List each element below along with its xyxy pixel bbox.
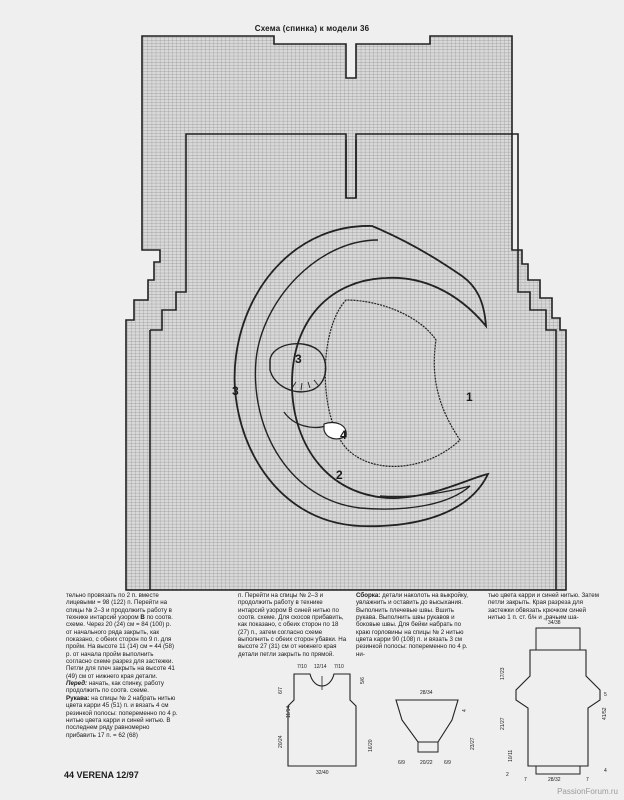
sleeve-schematic [396,700,458,742]
front-dim-left-b: 21/27 [500,717,506,730]
region-label-1: 1 [466,390,473,404]
body-dim-left-c: 11/14 [286,705,292,718]
front-text: начать, как спинку, работу продолжить по соотв. схеме. [66,680,165,695]
col4-text: тью цвета карри и синей нитью. Затем петли закрыть. Края разреза для застежки обвязать крючком синей нитью 1 п. ст. б/н и „рачьим ша- [488,592,599,622]
front-dim-bottom-left: 7 [524,777,527,783]
front-dim-left-d: 2 [506,772,509,778]
body-dim-left-b: 20/24 [278,735,284,748]
front-dim-right-b: 5 [604,692,607,698]
assembly-text: детали наколоть на выкройку, увлажнить и оставить до высыхания. Выполнить плечевые швы. Вшить рукава. Выполнить швы рукавов и боковые швы. Для бейки набрать по краю горловины на спицы № 2 нитью цвета карри 90 (108) п. и вязать 3 см резинкой полосы: попеременно по 4 р. ни- [356,592,468,658]
body-dim-top-left: 7/10 [297,664,307,670]
front-dim-left-a: 17/23 [500,667,506,680]
body-dim-top-right: 7/10 [334,664,344,670]
region-label-2: 2 [336,468,343,482]
sleeve-dim-right-b: 23/27 [470,737,476,750]
front-dim-right-c: 4 [604,768,607,774]
chart-title: Схема (спинка) к модели 36 [254,24,370,33]
col1-text-b: по соотв. схеме. Через 20 (24) см = 84 (100) р. от начального ряда закрыть, как показано, с обеих сторон по 9 п. для пройм. На высоте 11 (14) см = 44 (58) р. от начала пройм выполнить согласно схеме разрез для застежки. Петли для плеч закрыть на высоте 41 (49) см от нижнего края детали. [66,614,175,680]
front-heading: Перед: [66,680,88,688]
sleeves-heading: Рукава: [66,694,90,702]
sleeve-dim-bottom-left: 6/9 [398,760,405,766]
col1-text-a: тельно провязать по 2 п. вместе лицевыми = 98 (122) п. Перейти на спицы № 2–3 и продолжить работу в технике интарсий узором [66,592,172,622]
page-footer: 44 VERENA 12/97 [64,770,139,780]
assembly-heading: Сборка: [356,592,381,599]
sleeve-dim-right-a: 4 [462,709,468,712]
region-label-3-face: 3 [295,352,302,366]
front-schematic [516,650,600,766]
region-label-3-edge: 3 [232,384,239,398]
region-label-4: 4 [340,428,347,442]
sleeve-dim-top: 28/34 [420,690,433,696]
sleeves-text: на спицы № 2 набрать нитью цвета карри 45 (51) п. и вязать 4 см резинкой полосы: попеременно по 4 р. нитью цвета карри и синей нитью. В последнем ряду равномерно прибавить 17 п. = 62 (68) [66,694,178,739]
body-dim-right-a: 5/6 [360,677,366,684]
front-dim-top: 34/38 [548,620,561,626]
front-dim-bottom-mid: 28/32 [548,777,561,783]
front-dim-left-c: 10/11 [508,749,514,762]
pattern-letter: В [140,614,145,622]
sleeve-dim-bottom-mid: 20/22 [420,760,433,766]
body-dim-left-a: 6/7 [278,687,284,694]
body-dim-top-mid: 12/14 [314,664,327,670]
front-dim-right-a: 41/52 [602,707,608,720]
body-dim-bottom: 32/40 [316,770,329,776]
col2-text: п. Перейти на спицы № 2–3 и продолжить работу в технике интарсий узором В синей нитью по соотв. схеме. Для скосов прибавить, как показано, с обеих сторон по 18 (27) п., затем согласно схеме выполнить с обеих сторон убавки. На высоте 27 (31) см от нижнего края детали петли закрыть по прямой. [238,592,347,658]
body-dim-right-b: 16/20 [368,739,374,752]
sleeve-dim-bottom-right: 6/9 [444,760,451,766]
watermark: PassionForum.ru [557,787,618,796]
front-dim-bottom-right: 7 [586,777,589,783]
